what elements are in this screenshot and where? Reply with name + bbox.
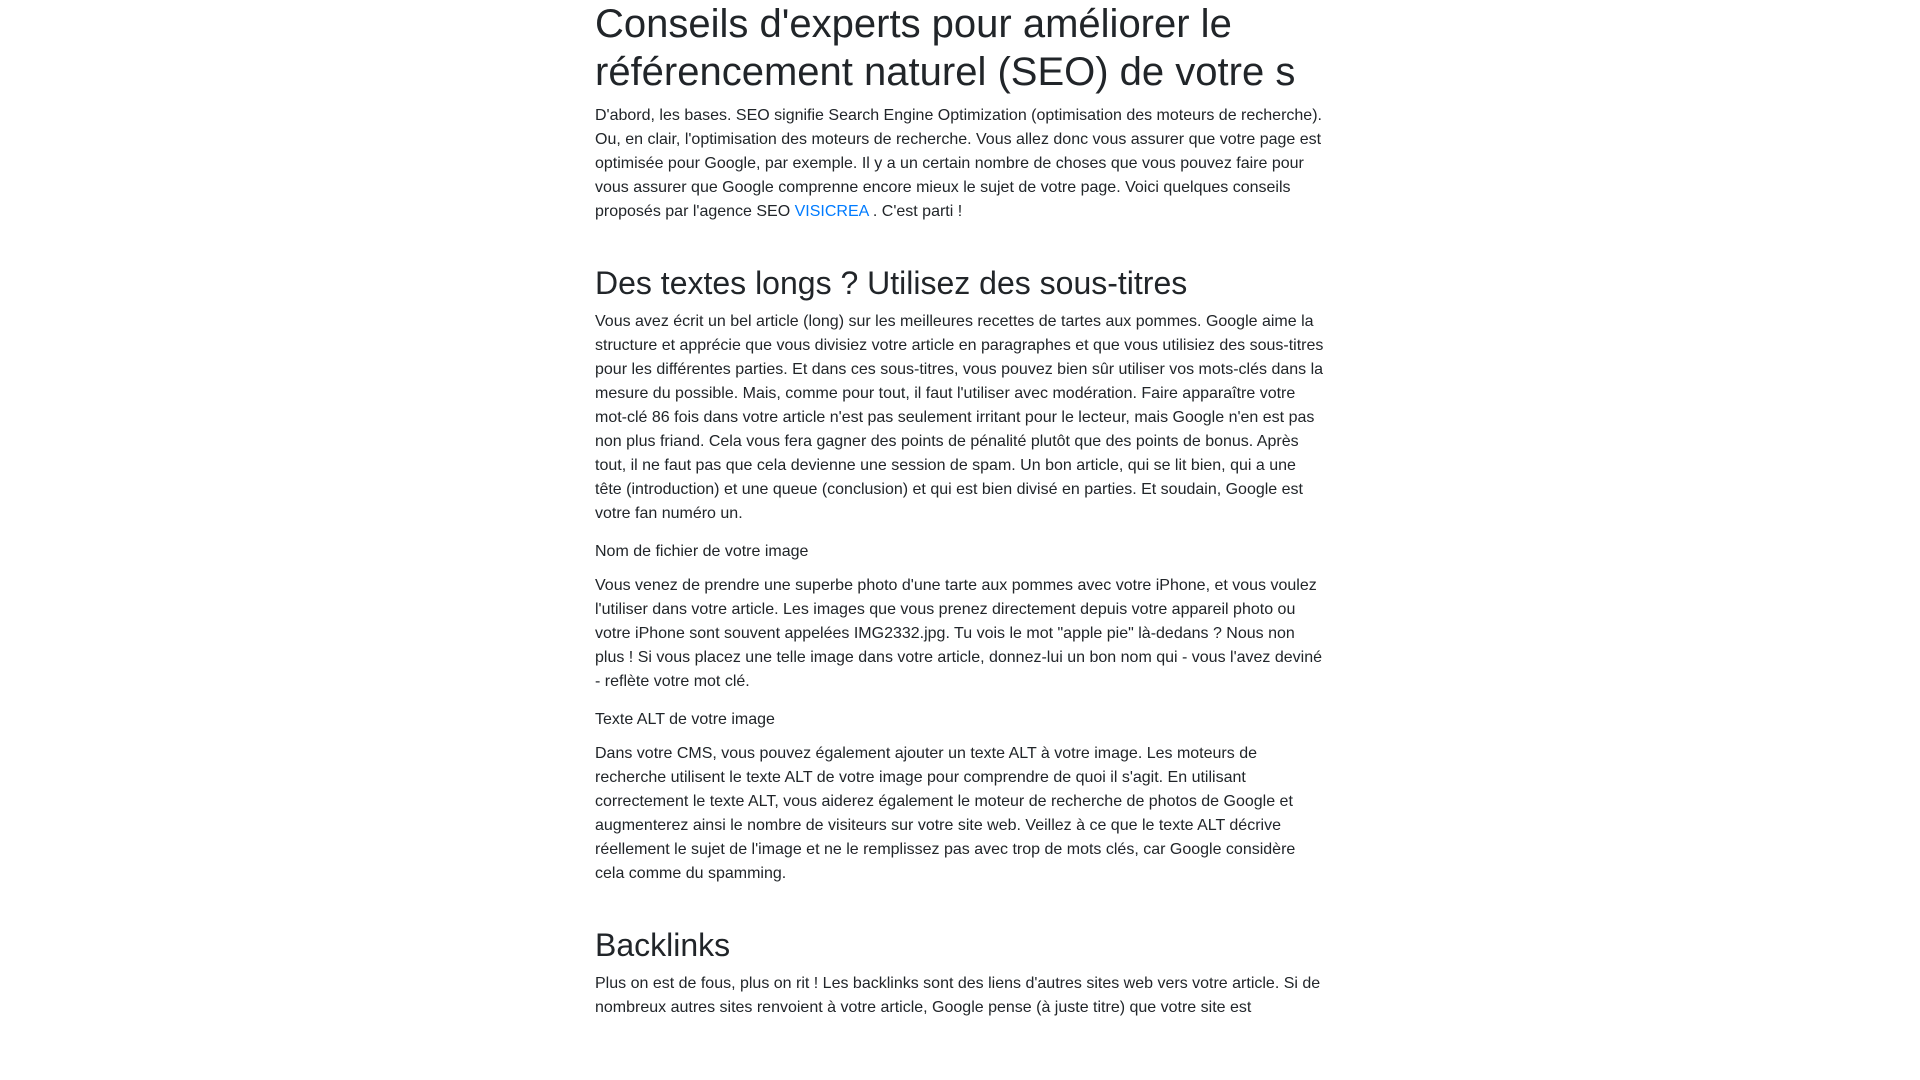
visicrea-link[interactable]: VISICREA [794, 203, 869, 220]
section-paragraph: Vous venez de prendre une superbe photo d'une tarte aux pommes avec votre iPhone, et vous voulez l'utiliser dans votre article. Les images que vous prenez directement depuis votre appareil photo ou votre iPhone sont souvent appelées IMG2332.jpg. Tu vois le mot "apple pie" là-dedans ? Nous non plus ! Si vous placez une telle image dans votre article, donnez-lui un bon nom qui - vous l'avez deviné - reflète votre mot clé. [595, 577, 1323, 690]
intro-text: D'abord, les bases. SEO signifie Search Engine Optimization (optimisation des moteurs de recherche). Ou, en clair, l'optimisation des moteurs de recherche. Vous allez donc vous assurer que votre page est optimisée pour Google, par exemple. Il y a un certain nombre de choses que vous pouvez faire pour vous assurer que Google comprenne encore mieux le sujet de votre page. Voici quelques conseils proposés par l'agence SEO [595, 107, 1322, 220]
article [595, 0, 1325, 1036]
intro-text-end: . C'est parti ! [868, 203, 963, 220]
subheading-image-alt: Texte ALT de votre image [595, 711, 775, 728]
section-heading-backlinks: Backlinks [595, 927, 731, 963]
page-title: Conseils d'experts pour améliorer le référencement naturel (SEO) de votre s [595, 2, 1296, 94]
section-heading-long-texts: Des textes longs ? Utilisez des sous-titres [595, 265, 1188, 301]
section-paragraph: Plus on est de fous, plus on rit ! Les backlinks sont des liens d'autres sites web vers votre article. Si de nombreux autres sites renvoient à votre article, Google pense (à juste titre) que votre site est [595, 975, 1321, 1016]
intro-paragraph [595, 104, 1325, 224]
section-paragraph: Dans votre CMS, vous pouvez également ajouter un texte ALT à votre image. Les moteurs de recherche utilisent le texte ALT de votre image pour comprendre de quoi il s'agit. En utilisant correctement le texte ALT, vous aiderez également le moteur de recherche de photos de Google et augmenterez ainsi le nombre de visiteurs sur votre site web. Veillez à ce que le texte ALT décrive réellement le sujet de l'image et ne le remplissez pas avec trop de mots clés, car Google considère cela comme du spamming. [595, 745, 1296, 882]
subheading-image-filename: Nom de fichier de votre image [595, 543, 809, 560]
section-paragraph: Vous avez écrit un bel article (long) sur les meilleures recettes de tartes aux pommes. Google aime la structure et apprécie que vous divisiez votre article en paragraphes et que vous utilisiez des sous-titres pour les différentes parties. Et dans ces sous-titres, vous pouvez bien sûr utiliser vos mots-clés dans la mesure du possible. Mais, comme pour tout, il faut l'utiliser avec modération. Faire apparaître votre mot-clé 86 fois dans votre article n'est pas seulement irritant pour le lecteur, mais Google n'en est pas non plus friand. Cela vous fera gagner des points de pénalité plutôt que des points de bonus. Après tout, il ne faut pas que cela devienne une session de spam. Un bon article, qui se lit bien, qui a une tête (introduction) et une queue (conclusion) et qui est bien divisé en parties. Et soudain, Google est votre fan numéro un. [595, 313, 1324, 522]
